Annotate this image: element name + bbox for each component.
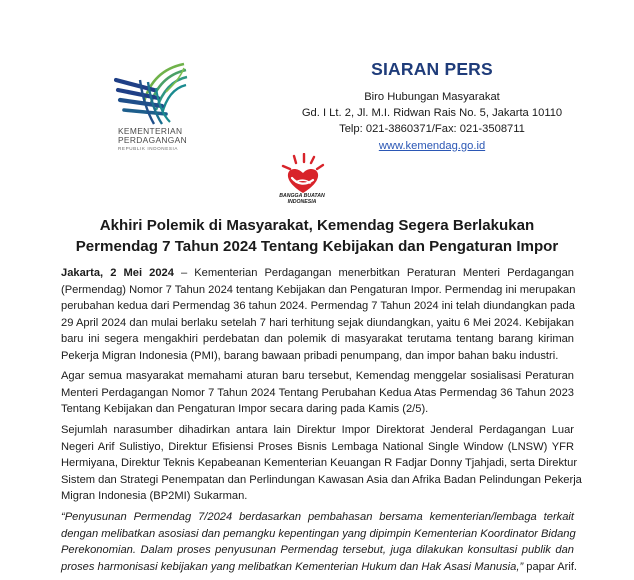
paragraph-line: perubahan kedua dari Permendag 36 tahun 2024. Permendag 7 Tahun 2024 ini telah diundangkan pada	[61, 300, 575, 313]
paragraph-line: Migran Indonesia (BP2MI) Sukarman.	[61, 490, 248, 503]
bangga-buatan-indonesia-heart-icon	[273, 153, 331, 195]
paragraph-line: (Permendag) Nomor 7 Tahun 2024 tentang Kebijakan dan Pengaturan Impor. Permendag ini merupakan	[61, 283, 576, 296]
paragraph-1	[61, 265, 574, 365]
article-headline	[40, 216, 594, 257]
quote-line: “Penyusunan Permendag 7/2024 berdasarkan pembahasan bersama kementerian/lembaga terkait	[61, 511, 574, 523]
paragraph-4-quote	[61, 509, 578, 575]
paragraph-line: Sistem dan Strategi Penempatan dan Perlindungan Kawasan Asia dan Afrika Badan Pelindungan Pekerja	[61, 473, 582, 486]
office-address: Gd. I Lt. 2, Jl. M.I. Ridwan Rais No. 5, Jakarta 10110	[301, 107, 563, 120]
quote-line: Perekonomian. Dalam proses penyusunan Permendag tersebut, juga dilakukan konsultasi publik dan	[61, 544, 574, 557]
bbi-text-line1: BANGGA BUATAN	[279, 193, 325, 199]
paragraph-line: Sejumlah narasumber dihadirkan antara lain Direktur Impor Direktorat Jenderal Perdagangan Luar	[61, 424, 574, 436]
bbi-text-line2: INDONESIA	[287, 199, 317, 205]
headline-line-1: Akhiri Polemik di Masyarakat, Kemendag Segera Berlakukan	[99, 217, 535, 234]
paragraph-line: Negeri Arif Sulistiyo, Direktur Efisiensi Proses Bisnis Lembaga National Single Window (LNSW) YFR	[61, 440, 574, 453]
quote-line	[61, 559, 578, 576]
quote-text: proses harmonisasi kebijakan yang melibatkan Kementerian Hukum dan Hak Asasi Manusia,”	[61, 560, 524, 573]
press-release-title: SIARAN PERS	[371, 59, 493, 79]
paragraph-line: Jakarta, 2 Mei 2024 – Kementerian Perdagangan menerbitkan Peraturan Menteri Perdagangan	[61, 267, 574, 279]
department-name: Biro Hubungan Masyarakat	[364, 91, 500, 103]
kemendag-logo-icon	[114, 58, 190, 126]
logo-text-republik-indonesia: REPUBLIK INDONESIA	[118, 145, 179, 151]
dateline: Jakarta, 2 Mei 2024	[61, 267, 174, 279]
bangga-buatan-indonesia-logo	[273, 153, 331, 211]
paragraph-line: Hermiyana, Direktur Teknis Kepabeanan Kementerian Keuangan R Fadjar Donny Tjahjadi, serta Direktur	[61, 457, 578, 470]
website-link[interactable]: www.kemendag.go.id	[378, 139, 486, 152]
paragraph-line: Agar semua masyarakat memahami aturan baru tersebut, Kemendag menggelar sosialisasi Peraturan	[61, 370, 574, 382]
logo-text-perdagangan: PERDAGANGAN	[118, 135, 188, 146]
logo-text-kementerian: KEMENTERIAN	[118, 126, 183, 136]
quote-attribution: papar Arif.	[523, 560, 578, 573]
kemendag-logo	[108, 58, 218, 150]
contact-info: Telp: 021-3860371/Fax: 021-3508711	[339, 123, 525, 136]
paragraph-line: 29 April 2024 dan mulai berlaku setelah 7 hari terhitung sejak diundangkan, yaitu 6 Mei 2024. Kebijakan	[61, 316, 574, 329]
paragraph-line: Tentang Kebijakan dan Pengaturan Impor secara daring pada Kamis (2/5).	[61, 403, 429, 416]
paragraph-line: baru ini segera mengakhiri perdebatan dan polemik di masyarakat terutama tentang barang kiriman	[61, 333, 574, 346]
quote-line: dengan melibatkan asosiasi dan pemangku kepentingan yang dipimpin Kementerian Koordinator Bidang	[61, 527, 576, 540]
press-release-header	[262, 59, 602, 154]
paragraph-3	[61, 422, 582, 505]
paragraph-line: Pekerja Migran Indonesia (PMI), barang bawaan pribadi penumpang, dan impor bahan baku industri.	[61, 349, 559, 362]
paragraph-line: Menteri Perdagangan Nomor 7 Tahun 2024 Tentang Perubahan Kedua Atas Permendag 36 Tahun 2023	[61, 386, 574, 399]
paragraph-2	[61, 368, 574, 418]
headline-line-2: Permendag 7 Tahun 2024 Tentang Kebijakan dan Pengaturan Impor	[75, 237, 559, 255]
